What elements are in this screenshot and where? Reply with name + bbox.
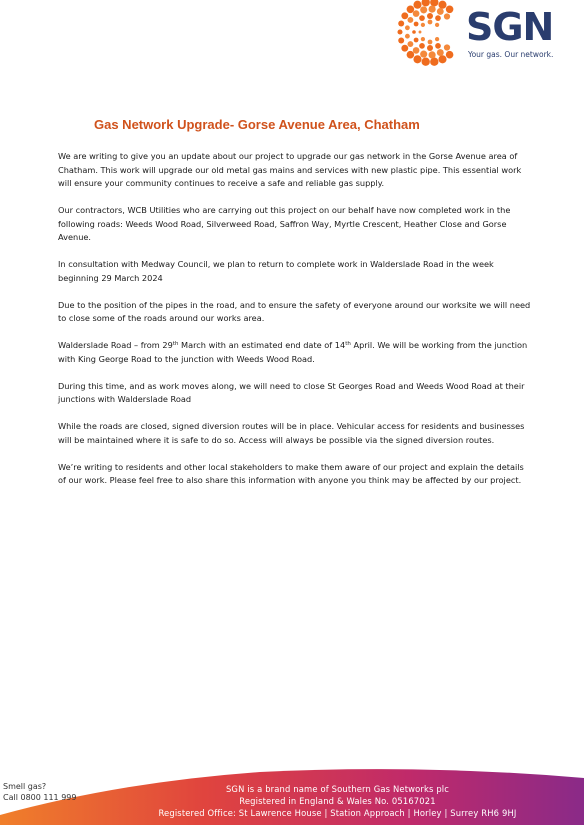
paragraph-completed-roads: Our contractors, WCB Utilities who are carrying out this project on our behalf have now completed work in the following roads: Weeds Wood Road, Silverweed Road, Saffron Way, Myrtle Crescent, Heather Close and Gorse Avenue. — [58, 205, 511, 242]
sgn-flame-logo-icon — [394, 0, 464, 68]
paragraph-diversions: While the roads are closed, signed diversion routes will be in place. Vehicular access for residents and businesses will be maintained where it is safe to do so. Access will always be possible via the signed diversion routes. — [58, 421, 525, 445]
paragraph-junction-closures: During this time, and as work moves along, we will need to close St Georges Road and Weeds Wood Road at their junctions with Walderslade Road — [58, 380, 525, 404]
paragraph-road-closures: Due to the position of the pipes in the road, and to ensure the safety of everyone around our worksite we will need to close some of the roads around our works area. — [58, 299, 531, 323]
emergency-phone: Call 0800 111 999 — [3, 793, 77, 802]
letter-body — [58, 150, 532, 501]
footer-line-registration: Registered in England & Wales No. 05167021 — [239, 796, 436, 806]
logo-wordmark: SGN — [466, 5, 554, 49]
paragraph-return-date: In consultation with Medway Council, we plan to return to complete work in Walderslade Road in the week beginning 29 March 2024 — [58, 259, 494, 283]
smell-gas-notice — [3, 781, 76, 803]
paragraph-walderslade-road: Walderslade Road – from 29th March with an estimated end date of 14th April. We will be working from the junction with King George Road to the junction with Weeds Wood Road. — [58, 340, 528, 364]
footer-line-brand: SGN is a brand name of Southern Gas Networks plc — [225, 784, 450, 794]
smell-gas-label: Smell gas? — [3, 782, 47, 791]
company-registration — [150, 783, 525, 819]
paragraph-share-info: We’re writing to residents and other local stakeholders to make them aware of our project and explain the details of our work. Please feel free to also share this information with anyone you think may be affected by our project. — [58, 461, 524, 485]
sgn-logo — [394, 0, 574, 68]
page-title: Gas Network Upgrade- Gorse Avenue Area, Chatham — [94, 117, 420, 132]
footer-line-office: Registered Office: St Lawrence House | Station Approach | Horley | Surrey RH6 9HJ — [158, 808, 517, 818]
logo-tagline: Your gas. Our network. — [468, 50, 554, 59]
paragraph-intro: We are writing to give you an update about our project to upgrade our gas network in the Gorse Avenue area of Chatham. This work will upgrade our old metal gas mains and services with new plastic pipe. This essential work will ensure your community continues to receive a safe and reliable gas supply. — [58, 151, 522, 188]
